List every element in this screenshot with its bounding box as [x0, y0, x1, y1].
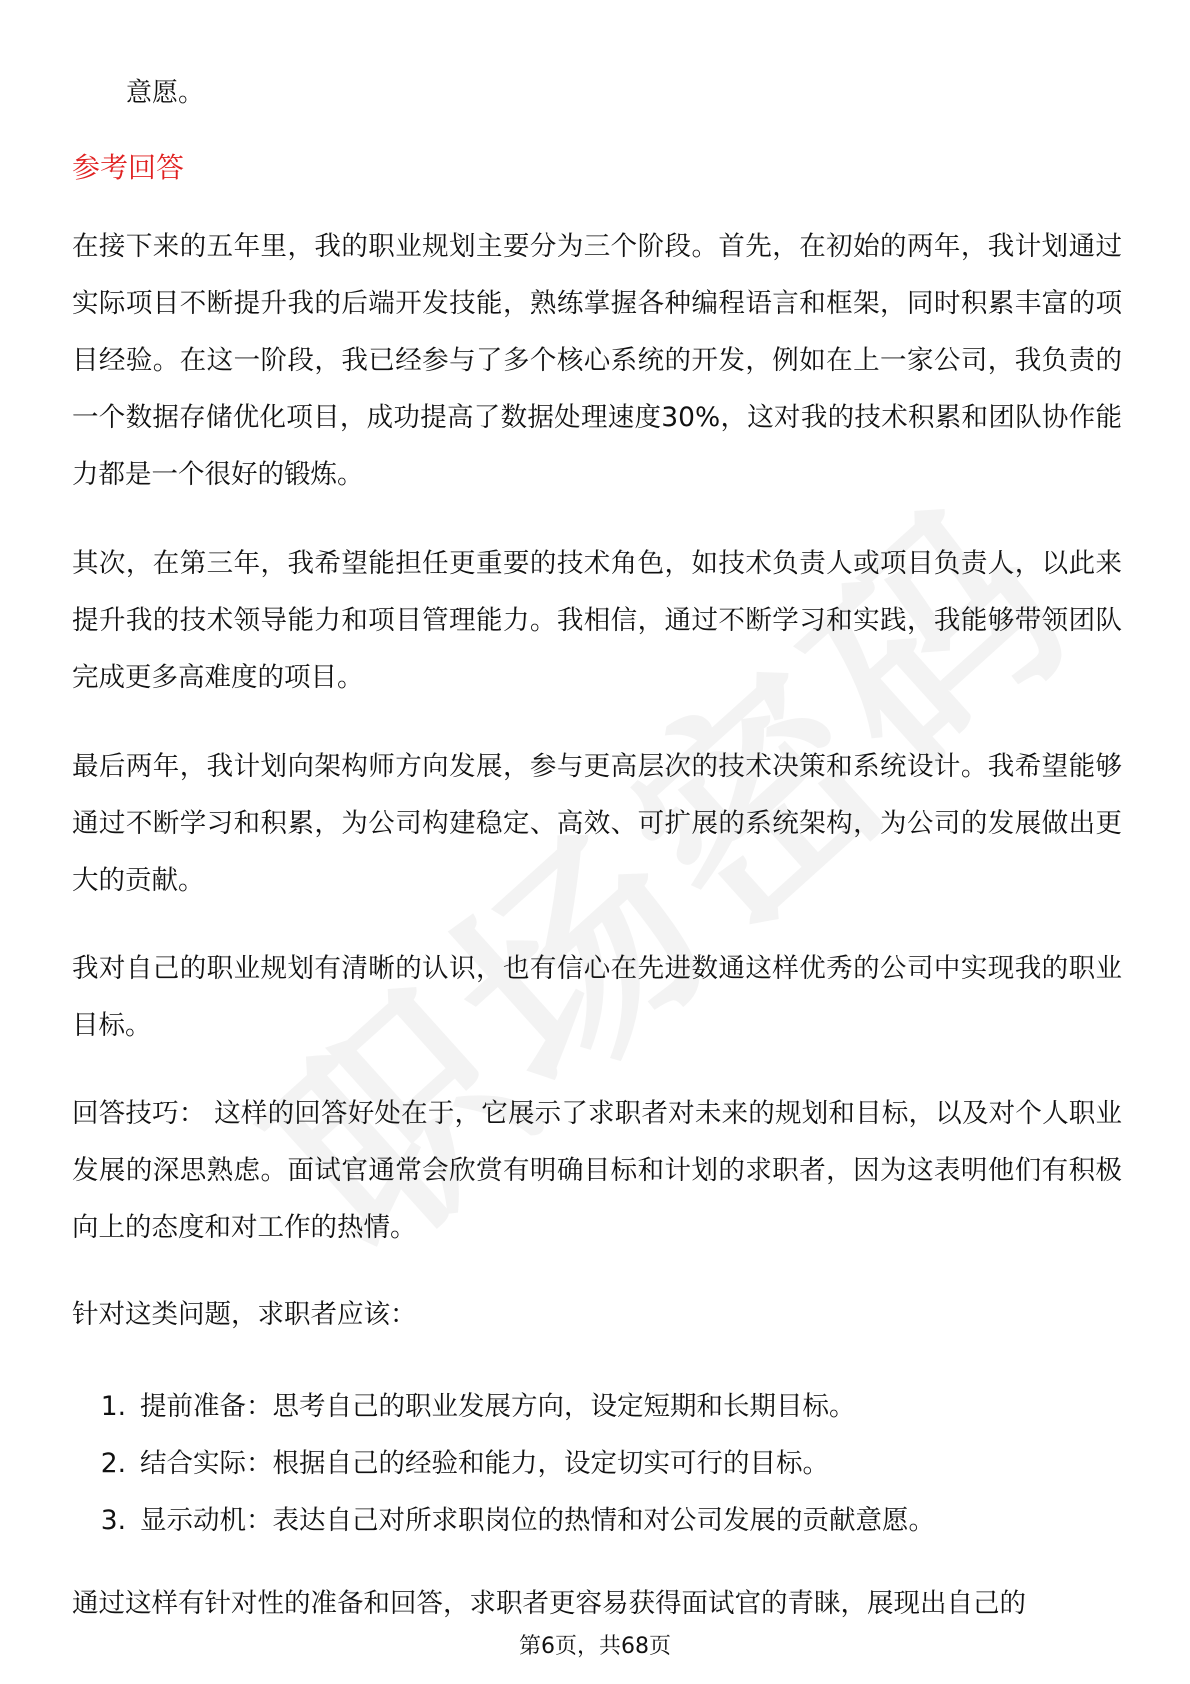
advice-list — [72, 1378, 1122, 1549]
advice-intro: 针对这类问题，求职者应该： — [72, 1299, 417, 1330]
closing-paragraph: 通过这样有针对性的准备和回答，求职者更容易获得面试官的青睐，展现出自己的 — [72, 1588, 1026, 1619]
section-heading: 参考回答 — [72, 151, 185, 184]
list-item-text: 显示动机：表达自己对所求职岗位的热情和对公司发展的贡献意愿。 — [140, 1505, 935, 1536]
list-item — [72, 1435, 1122, 1492]
list-item — [72, 1378, 1122, 1435]
tips-paragraph: 回答技巧： 这样的回答好处在于，它展示了求职者对未来的规划和目标，以及对个人职业发展的深思熟虑。面试官通常会欣赏有明确目标和计划的求职者，因为这表明他们有积极向上的态度和对工作的热情。 — [72, 1098, 1122, 1243]
answer-paragraph-3: 最后两年，我计划向架构师方向发展，参与更高层次的技术决策和系统设计。我希望能够通过不断学习和积累，为公司构建稳定、高效、可扩展的系统架构，为公司的发展做出更大的贡献。 — [72, 751, 1122, 896]
list-item-text: 结合实际：根据自己的经验和能力，设定切实可行的目标。 — [140, 1448, 829, 1479]
answer-paragraph-2: 其次，在第三年，我希望能担任更重要的技术角色，如技术负责人或项目负责人，以此来提升我的技术领导能力和项目管理能力。我相信，通过不断学习和实践，我能够带领团队完成更多高难度的项目。 — [72, 548, 1122, 693]
answer-paragraph-4: 我对自己的职业规划有清晰的认识，也有信心在先进数通这样优秀的公司中实现我的职业目标。 — [72, 953, 1122, 1041]
list-item-text: 提前准备：思考自己的职业发展方向，设定短期和长期目标。 — [140, 1391, 856, 1422]
continued-text: 意愿。 — [126, 78, 205, 108]
page-number-footer: 第6页，共68页 — [519, 1634, 671, 1659]
list-item — [72, 1492, 1122, 1549]
list-item-number: 1. — [100, 1391, 126, 1422]
list-item-number: 2. — [100, 1448, 126, 1479]
answer-paragraph-1: 在接下来的五年里，我的职业规划主要分为三个阶段。首先，在初始的两年，我计划通过实际项目不断提升我的后端开发技能，熟练掌握各种编程语言和框架，同时积累丰富的项目经验。在这一阶段，我已经参与了多个核心系统的开发，例如在上一家公司，我负责的一个数据存储优化项目，成功提高了数据处理速度30%，这对我的技术积累和团队协作能力都是一个很好的锻炼。 — [72, 231, 1122, 490]
list-item-number: 3. — [100, 1505, 126, 1536]
